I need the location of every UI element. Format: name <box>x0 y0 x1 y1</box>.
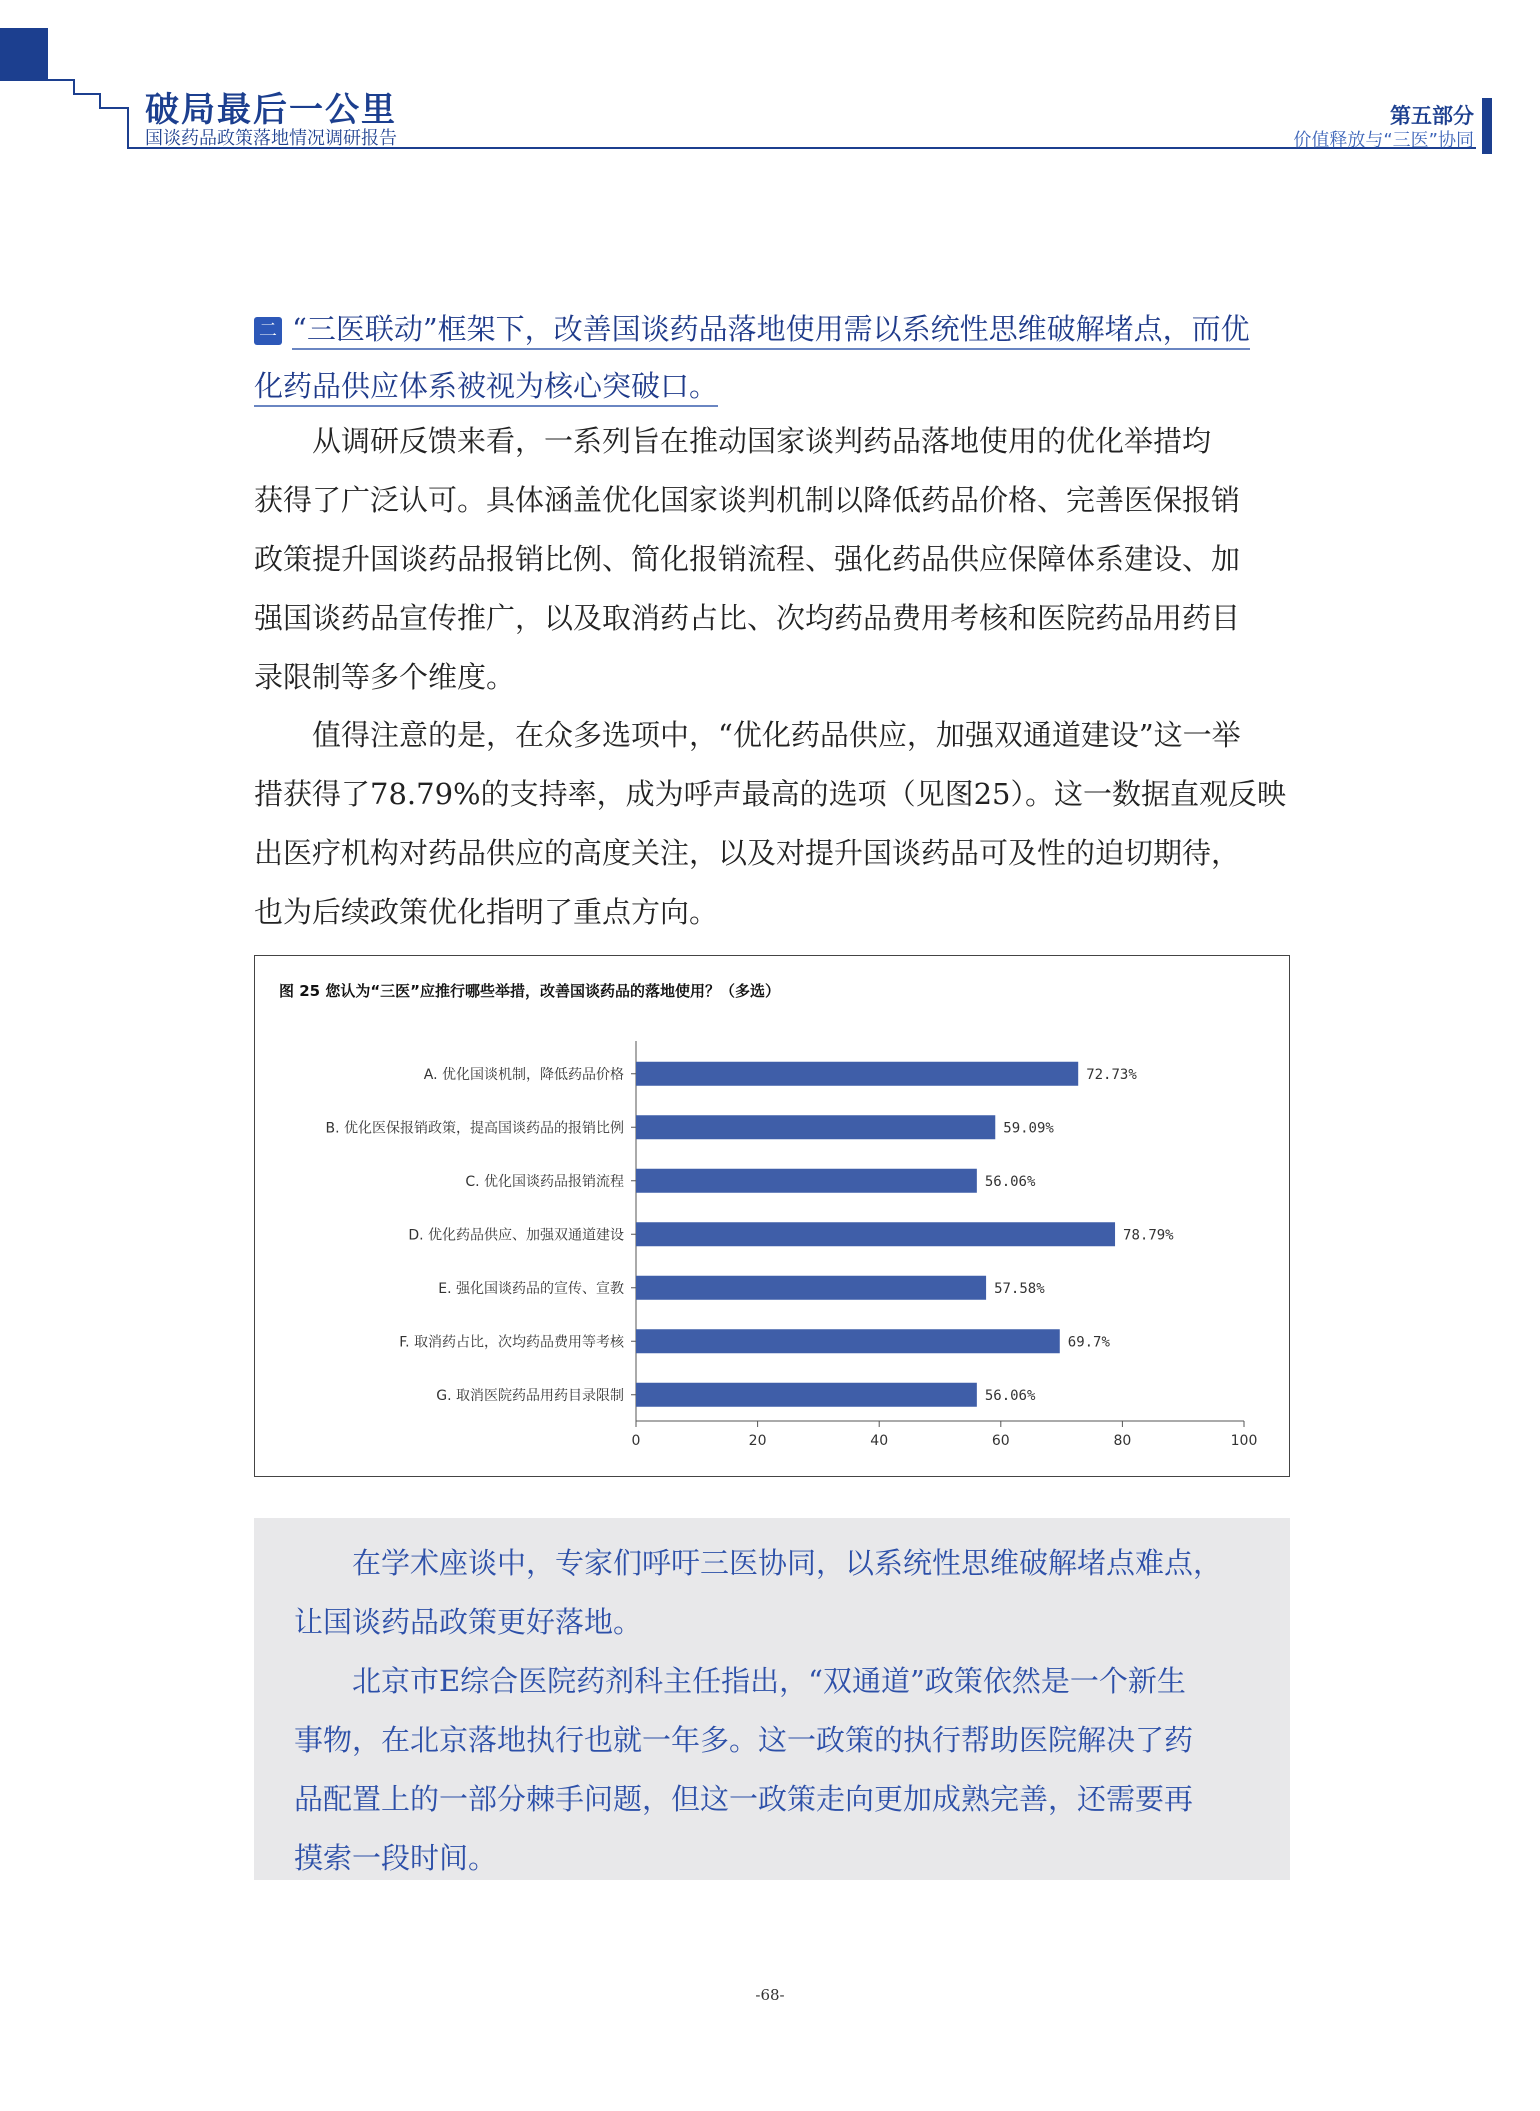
bar <box>636 1062 1078 1086</box>
bar-value-label: 78.79% <box>1123 1227 1174 1244</box>
bar <box>636 1329 1060 1353</box>
bar-value-label: 57.58% <box>994 1280 1045 1297</box>
heading-line-2: 化药品供应体系被视为核心突破口。 <box>254 369 718 407</box>
category-label: D. 优化药品供应、加强双通道建设 <box>408 1227 624 1244</box>
bar-chart <box>255 956 1289 1476</box>
category-label: A. 优化国谈机制，降低药品价格 <box>423 1066 624 1083</box>
bar <box>636 1169 977 1193</box>
quote-line: 事物，在北京落地执行也就一年多。这一政策的执行帮助医院解决了药 <box>294 1723 1194 1757</box>
paragraph-line: 政策提升国谈药品报销比例、简化报销流程、强化药品供应保障体系建设、加 <box>254 542 1241 576</box>
quote-box <box>254 1518 1290 1880</box>
x-tick-label: 20 <box>748 1433 767 1449</box>
section-number-badge: 二 <box>254 317 282 345</box>
quote-line: 摸索一段时间。 <box>294 1841 498 1875</box>
x-tick-label: 100 <box>1230 1433 1258 1449</box>
report-title: 破局最后一公里 <box>145 90 397 130</box>
part-label: 第五部分 <box>1390 104 1474 128</box>
x-tick-label: 80 <box>1113 1433 1132 1449</box>
paragraph-line: 出医疗机构对药品供应的高度关注，以及对提升国谈药品可及性的迫切期待， <box>254 836 1241 870</box>
bar-value-label: 59.09% <box>1003 1120 1054 1137</box>
quote-paragraph-1 <box>294 1534 1274 1652</box>
paragraph-1 <box>254 412 1290 707</box>
x-tick-label: 40 <box>870 1433 889 1449</box>
bar <box>636 1115 995 1139</box>
paragraph-line: 值得注意的是，在众多选项中，“优化药品供应，加强双通道建设”这一举 <box>312 718 1241 752</box>
part-subtitle: 价值释放与“三医”协同 <box>1293 130 1474 151</box>
x-tick-label: 60 <box>991 1433 1010 1449</box>
paragraph-line: 获得了广泛认可。具体涵盖优化国家谈判机制以降低药品价格、完善医保报销 <box>254 483 1241 517</box>
paragraph-line: 措获得了78.79%的支持率，成为呼声最高的选项（见图25）。这一数据直观反映 <box>254 777 1286 811</box>
category-label: E. 强化国谈药品的宣传、宣教 <box>438 1280 624 1297</box>
heading-line-1: “三医联动”框架下，改善国谈药品落地使用需以系统性思维破解堵点，而优 <box>292 312 1250 350</box>
bar <box>636 1383 977 1407</box>
section-heading <box>254 301 1290 415</box>
bar-value-label: 56.06% <box>984 1173 1036 1190</box>
report-subtitle: 国谈药品政策落地情况调研报告 <box>145 128 397 149</box>
figure-25 <box>254 955 1290 1477</box>
bar <box>636 1222 1115 1246</box>
quote-paragraph-2 <box>294 1652 1274 1888</box>
category-label: C. 优化国谈药品报销流程 <box>465 1173 624 1190</box>
quote-line: 北京市E综合医院药剂科主任指出，“双通道”政策依然是一个新生 <box>352 1664 1186 1698</box>
bar-value-label: 72.73% <box>1086 1066 1137 1083</box>
quote-line: 品配置上的一部分棘手问题，但这一政策走向更加成熟完善，还需要再 <box>294 1782 1194 1816</box>
quote-line: 让国谈药品政策更好落地。 <box>294 1605 643 1639</box>
paragraph-line: 从调研反馈来看，一系列旨在推动国家谈判药品落地使用的优化举措均 <box>312 424 1212 458</box>
paragraph-line: 也为后续政策优化指明了重点方向。 <box>254 895 719 929</box>
quote-line: 在学术座谈中，专家们呼吁三医协同，以系统性思维破解堵点难点， <box>352 1546 1223 1580</box>
bar-value-label: 56.06% <box>984 1387 1036 1404</box>
bar <box>636 1276 986 1300</box>
category-label: G. 取消医院药品用药目录限制 <box>436 1387 624 1404</box>
x-tick-label: 0 <box>631 1433 641 1449</box>
paragraph-2 <box>254 706 1290 942</box>
chart-title: 图 25 您认为“三医”应推行哪些举措，改善国谈药品的落地使用？（多选） <box>279 982 781 1000</box>
category-label: B. 优化医保报销政策，提高国谈药品的报销比例 <box>325 1120 624 1137</box>
paragraph-line: 强国谈药品宣传推广，以及取消药占比、次均药品费用考核和医院药品用药目 <box>254 601 1241 635</box>
category-label: F. 取消药占比，次均药品费用等考核 <box>399 1334 624 1351</box>
bar-value-label: 69.7% <box>1067 1334 1110 1351</box>
page-number: -68- <box>755 1986 785 2004</box>
paragraph-line: 录限制等多个维度。 <box>254 660 516 694</box>
